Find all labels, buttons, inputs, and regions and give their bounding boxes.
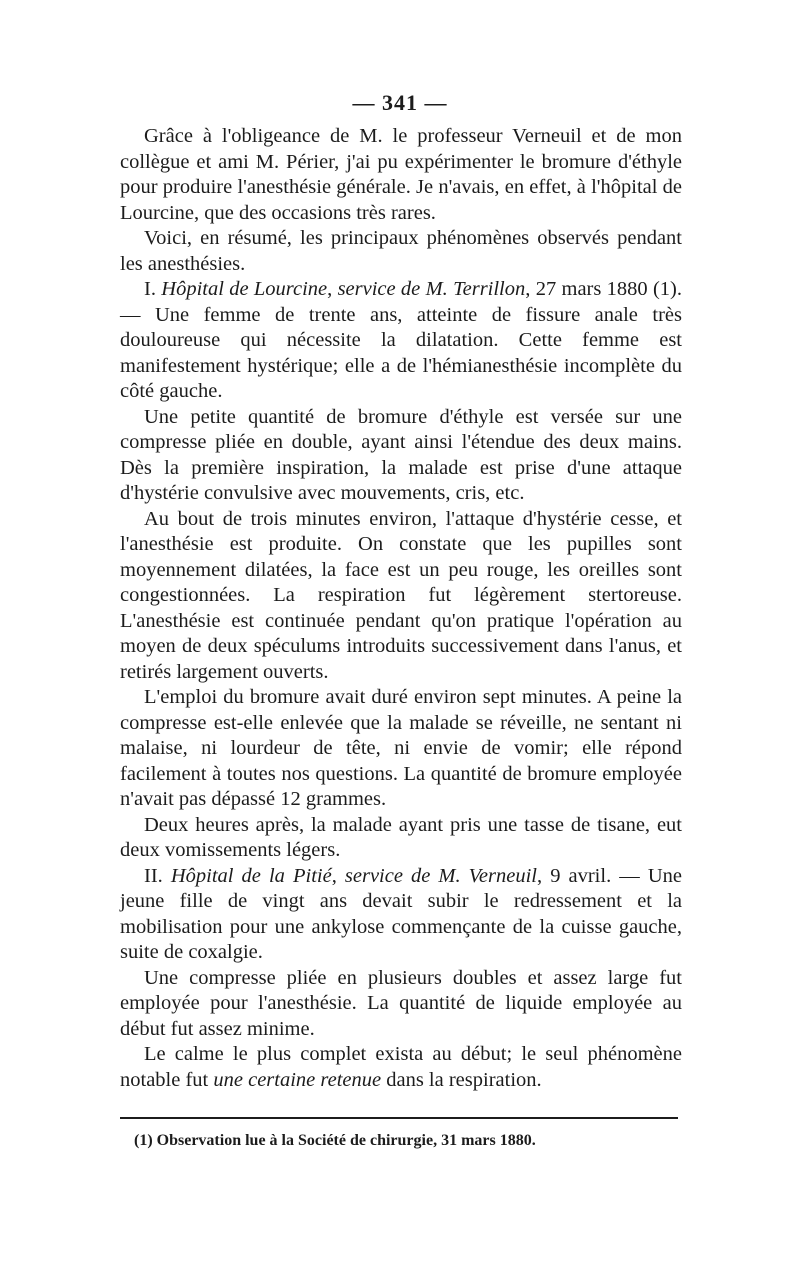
case-hospital: Hôpital de la Pitié [170, 864, 332, 887]
paragraph-intro: Grâce à l'obligeance de M. le professeur Verneuil et de mon collègue et ami M. Périer, j'ai pu expérimenter le bromure d'éthyle pour produire l'anesthésie générale. Je n'avais, en effet, à l'hôpital de Lourcine, que des occasions très rares. [120, 125, 682, 224]
case-number: I. [144, 278, 162, 300]
paragraph-anesthesia: Au bout de trois minutes environ, l'attaque d'hystérie cesse, et l'anesthésie est produite. On constate que les pupilles sont moyennement dilatées, la face est un peu rouge, les oreilles sont congestionnées. La respiration fut légèrement stertoreuse. L'anesthésie est continuée pendant qu'on pratique l'opération au moyen de deux spéculums introduits successivement dans l'anus, et retirés largement ouverts. [120, 507, 682, 683]
case-text: , 27 mars 1880 (1). — Une femme de trente ans, atteinte de fissure anale très douloureuse qui nécessite la dilatation. Cette femme est manifestement hystérique; elle a de l'hémianesthésie incomplète du côté gauche. [120, 278, 682, 402]
case-separator: , [331, 864, 345, 887]
body-text [120, 124, 682, 1093]
paragraph-calm [120, 1042, 682, 1093]
calm-text-italic: une certaine retenue [213, 1068, 382, 1091]
case-text: , 9 avril. — Une jeune fille de vingt ans devait subir le redressement et la mobilisation pour une ankylose commençante de la cuisse gauche, suite de coxalgie. [120, 864, 682, 963]
case-hospital: Hôpital de Lourcine [161, 278, 328, 300]
calm-text-start: Le calme le plus complet exista au début; le seul phénomène notable fut [120, 1043, 682, 1091]
paragraph-case-2 [120, 864, 682, 966]
footnote-rule [120, 1117, 678, 1119]
footnote: (1) Observation lue à la Société de chirurgie, 31 mars 1880. [134, 1132, 536, 1149]
case-separator: , [327, 278, 338, 300]
paragraph-summary: Voici, en résumé, les principaux phénomènes observés pendant les anesthésies. [120, 227, 682, 275]
paragraph-case-1 [120, 277, 682, 405]
paragraph-compress: Une petite quantité de bromure d'éthyle est versée sur une compresse pliée en double, ayant ainsi l'étendue des deux mains. Dès la première inspiration, la malade est prise d'une attaque d'hystérie convulsive avec mouvements, cris, etc. [120, 405, 682, 504]
paragraph-compress-2: Une compresse pliée en plusieurs doubles et assez large fut employée pour l'anesthésie. La quantité de liquide employée au début fut assez minime. [120, 966, 682, 1040]
case-service: service de M. Terrillon [337, 278, 526, 300]
page-number: — 341 — [352, 90, 448, 115]
case-number: II. [144, 864, 171, 887]
case-service: service de M. Verneuil [344, 864, 537, 887]
calm-text-end: dans la respiration. [381, 1068, 542, 1091]
paragraph-duration: L'emploi du bromure avait duré environ sept minutes. A peine la compresse est-elle enlevée que la malade se réveille, ne sentant ni malaise, ni lourdeur de tête, ni envie de vomir; elle répond facilement à toutes nos questions. La quantité de bromure employée n'avait pas dépassé 12 grammes. [120, 686, 682, 810]
paragraph-aftermath: Deux heures après, la malade ayant pris une tasse de tisane, eut deux vomissements légers. [120, 813, 682, 861]
